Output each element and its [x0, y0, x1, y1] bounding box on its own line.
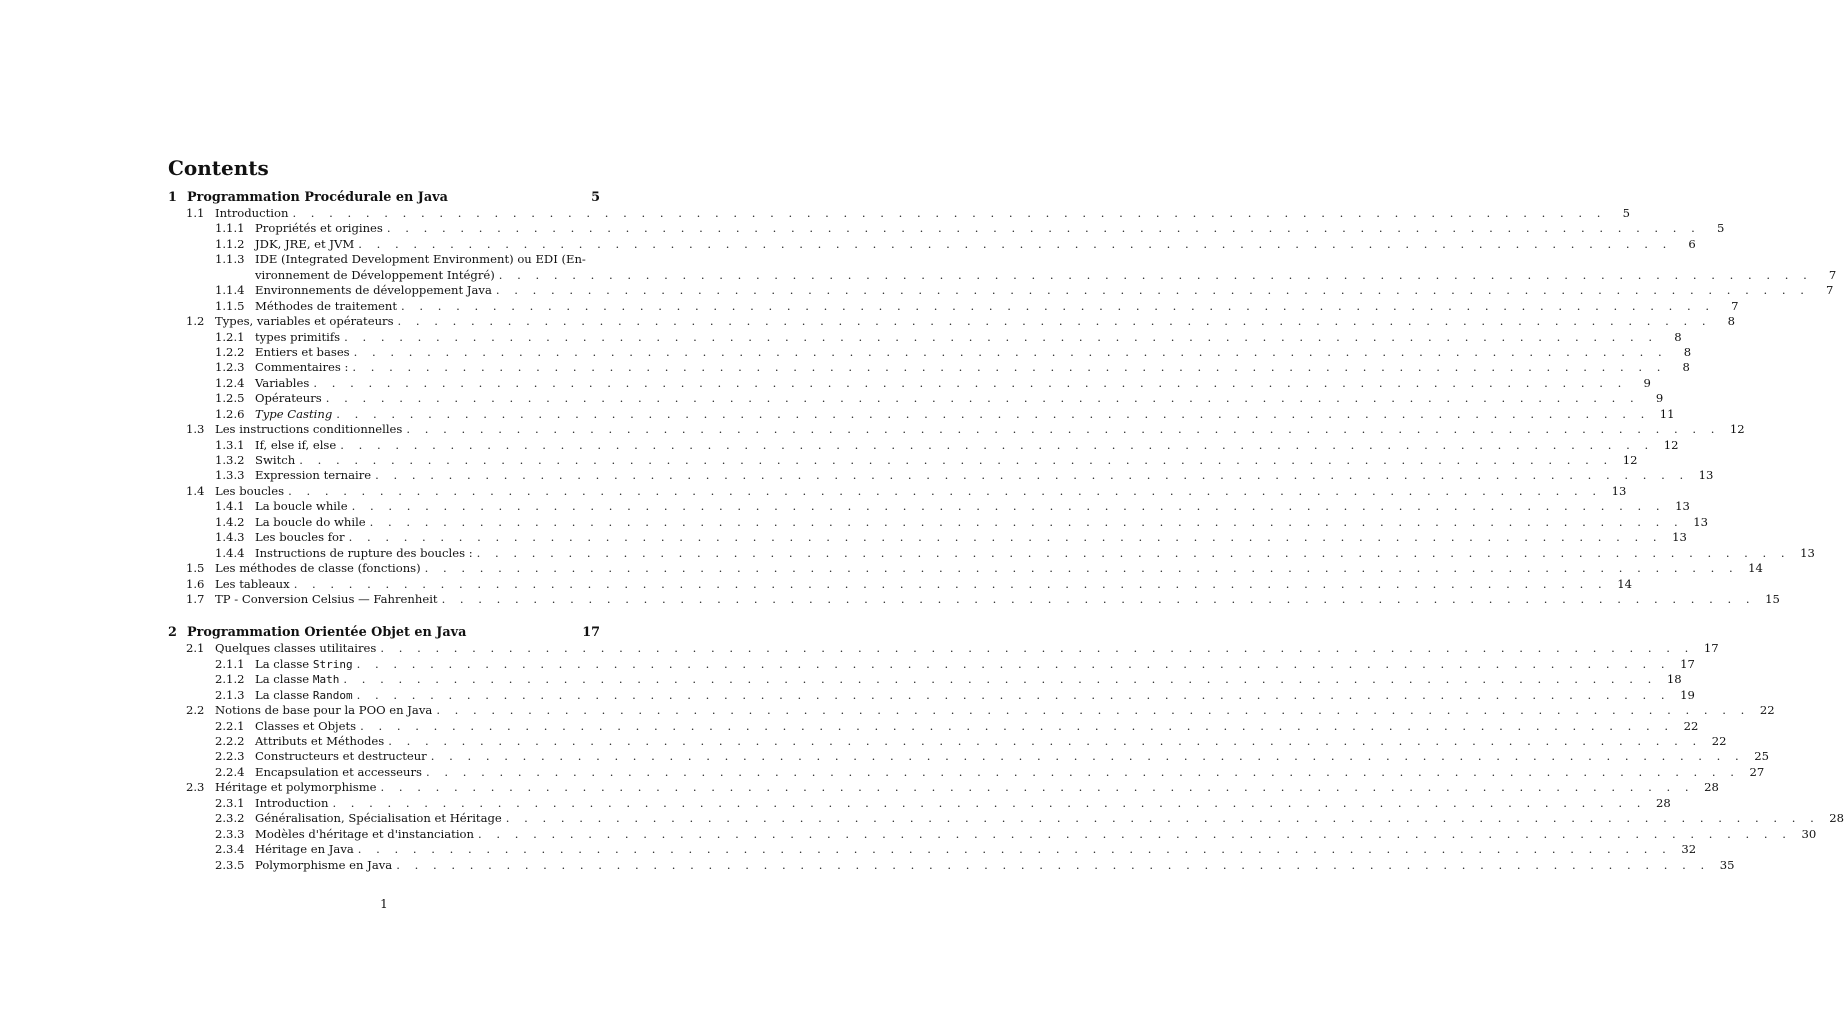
page-number: 28 — [1704, 780, 1719, 795]
toc-subsection[interactable] — [168, 437, 1679, 453]
section-number: 2.1 — [186, 641, 205, 656]
subsection-title: JDK, JRE, et JVM — [255, 236, 355, 251]
section-number: 1.7 — [186, 591, 205, 606]
subsection-title: Instructions de rupture des boucles : — [255, 545, 473, 560]
title-prefix: La classe — [255, 687, 310, 702]
subsection-number: 1.1.2 — [215, 236, 245, 251]
page-number: 13 — [1675, 499, 1690, 514]
subsection-title: Variables — [255, 375, 310, 390]
toc-subsection[interactable] — [168, 734, 1727, 749]
subsection-number: 1.4.2 — [215, 514, 245, 529]
page-number: 6 — [1688, 236, 1696, 251]
subsection-number: 1.3.2 — [215, 453, 245, 467]
subsection-title: Opérateurs — [255, 391, 322, 406]
page-number: 5 — [1716, 221, 1725, 236]
dot-leader — [349, 530, 1663, 545]
subsection-number: 2.2.2 — [215, 734, 245, 748]
subsection-title-line1: IDE (Integrated Development Environment) ou EDI (En- — [255, 252, 586, 267]
toc-subsection[interactable] — [168, 499, 1690, 514]
page-number: 8 — [1674, 329, 1682, 344]
subsection-number: 2.3.4 — [215, 842, 245, 857]
page-number: 15 — [1765, 591, 1780, 606]
toc-subsection[interactable] — [168, 687, 1695, 703]
subsection-number: 1.2.3 — [215, 360, 245, 375]
page-number: 14 — [1617, 576, 1632, 591]
subsection-title: La boucle while — [255, 499, 348, 514]
subsection-number: 1.4.1 — [215, 499, 245, 514]
subsection-number: 1.2.5 — [215, 391, 245, 406]
subsection-number: 2.3.5 — [215, 857, 245, 872]
dot-leader — [352, 499, 1666, 514]
toc-subsection[interactable] — [168, 406, 1675, 422]
subsection-title: Méthodes de traitement — [255, 298, 398, 313]
dot-leader — [431, 749, 1745, 764]
page-number: 25 — [1754, 749, 1770, 764]
toc-subsection[interactable] — [168, 344, 1692, 360]
toc-section[interactable] — [168, 641, 1719, 656]
subsection-title — [255, 688, 353, 703]
dot-leader — [354, 345, 1668, 360]
dot-leader — [406, 422, 1720, 437]
dot-leader — [436, 703, 1750, 718]
subsection-number: 2.3.1 — [215, 795, 245, 810]
section-title: Les instructions conditionnelles — [215, 422, 403, 437]
dot-leader — [506, 811, 1820, 826]
toc-section[interactable] — [168, 206, 1630, 221]
page-number: 27 — [1749, 764, 1765, 779]
subsection-title: Expression ternaire — [255, 468, 372, 483]
dot-leader — [336, 407, 1650, 422]
subsection-title — [255, 672, 339, 687]
toc-subsection[interactable] — [168, 826, 1817, 842]
dot-leader — [496, 283, 1810, 298]
page-number: 9 — [1655, 391, 1664, 406]
dot-leader — [343, 672, 1657, 687]
toc-section[interactable] — [168, 703, 1775, 718]
toc-chapter[interactable] — [168, 624, 600, 641]
page-number: 17 — [1703, 641, 1719, 656]
section-title: Introduction — [215, 206, 289, 220]
subsection-number: 1.2.1 — [215, 329, 245, 344]
toc-section[interactable] — [168, 576, 1632, 592]
dot-leader — [425, 561, 1739, 576]
page-number: 28 — [1655, 795, 1671, 810]
dot-leader — [477, 546, 1791, 561]
subsection-title: types primitifs — [255, 329, 341, 344]
toc-subsection[interactable] — [168, 514, 1708, 530]
section-title: Les méthodes de classe (fonctions) — [215, 561, 421, 576]
subsection-number: 1.1.1 — [215, 221, 245, 236]
dot-leader — [313, 376, 1627, 391]
page-number: 7 — [1826, 283, 1834, 298]
subsection-number: 1.1.3 — [215, 252, 245, 267]
toc-section[interactable] — [168, 591, 1780, 607]
toc-subsection[interactable] — [168, 530, 1687, 545]
page-number: 17 — [582, 625, 600, 641]
subsection-number: 1.1.5 — [215, 298, 245, 313]
toc-subsection[interactable] — [168, 718, 1699, 734]
toc-subsection[interactable] — [168, 468, 1714, 483]
dot-leader — [388, 734, 1702, 749]
page-number: 13 — [1611, 483, 1627, 498]
page-number: 7 — [1731, 298, 1739, 313]
section-title: Héritage et polymorphisme — [215, 780, 377, 795]
toc-subsection[interactable] — [168, 221, 1725, 236]
page-number: 22 — [1711, 734, 1727, 748]
section-number: 1.6 — [186, 576, 205, 591]
subsection-title: La boucle do while — [255, 514, 366, 529]
code-name: String — [312, 657, 353, 671]
title-prefix: La classe — [255, 656, 310, 671]
page-number: 22 — [1683, 718, 1699, 733]
page-number: 13 — [1698, 468, 1714, 483]
toc-subsection[interactable] — [168, 360, 1690, 375]
section-number: 2.3 — [186, 780, 205, 795]
page-number: 5 — [591, 190, 600, 205]
code-name: Math — [312, 673, 340, 687]
subsection-number: 2.2.3 — [215, 749, 245, 764]
toc-section[interactable] — [168, 483, 1627, 499]
dot-leader — [294, 577, 1608, 592]
subsection-number: 1.2.6 — [215, 406, 245, 421]
subsection-title: Encapsulation et accesseurs — [255, 764, 422, 779]
subsection-title: Introduction — [255, 795, 329, 810]
dot-leader — [357, 657, 1671, 672]
toc-subsection-continued[interactable] — [168, 267, 1837, 283]
toc-section[interactable] — [168, 780, 1719, 795]
toc-subsection[interactable] — [168, 656, 1695, 672]
dot-leader — [375, 468, 1689, 483]
section-title: Les tableaux — [215, 576, 290, 591]
dot-leader — [401, 299, 1715, 314]
dot-leader — [357, 688, 1671, 703]
page-number: 12 — [1622, 453, 1638, 467]
footer-page-number: 1 — [380, 897, 388, 911]
subsection-title: If, else if, else — [255, 437, 337, 452]
toc-subsection[interactable] — [168, 749, 1770, 764]
page-number: 32 — [1681, 842, 1697, 857]
subsection-title-line2: vironnement de Développement Intégré) — [255, 267, 495, 282]
subsection-number: 1.2.2 — [215, 344, 245, 359]
dot-leader — [292, 206, 1606, 221]
section-title: Quelques classes utilitaires — [215, 641, 377, 656]
subsection-title: Environnements de développement Java — [255, 283, 492, 298]
dot-leader — [380, 641, 1694, 656]
dot-leader — [340, 438, 1654, 453]
dot-leader — [442, 592, 1756, 607]
subsection-number: 1.1.4 — [215, 283, 245, 298]
subsection-number: 1.3.1 — [215, 437, 245, 452]
dot-leader — [478, 827, 1792, 842]
toc-subsection[interactable] — [168, 298, 1739, 314]
dot-leader — [344, 330, 1658, 345]
page-number: 19 — [1680, 687, 1695, 702]
section-number: 1.2 — [186, 314, 205, 329]
section-number: 1.4 — [186, 483, 205, 498]
toc-subsection[interactable] — [168, 811, 1844, 826]
subsection-title — [255, 657, 353, 672]
dot-leader — [352, 360, 1666, 375]
toc-subsection[interactable] — [168, 857, 1735, 873]
subsection-title: Modèles d'héritage et d'instanciation — [255, 826, 474, 841]
page-number: 13 — [1800, 545, 1815, 560]
toc-section[interactable] — [168, 422, 1745, 437]
subsection-number: 1.3.3 — [215, 468, 245, 483]
subsection-number: 2.2.1 — [215, 718, 245, 733]
subsection-number: 2.1.2 — [215, 672, 245, 687]
dot-leader — [396, 858, 1710, 873]
subsection-number: 2.1.1 — [215, 656, 245, 671]
title-prefix: La classe — [255, 672, 310, 687]
chapter-title: Programmation Procédurale en Java — [187, 190, 448, 205]
page-number: 8 — [1682, 360, 1690, 375]
subsection-title: Type Casting — [255, 406, 333, 421]
page-number: 8 — [1683, 344, 1692, 359]
toc-subsection[interactable] — [168, 453, 1638, 468]
toc-subsection[interactable] — [168, 236, 1696, 252]
subsection-title: Entiers et bases — [255, 344, 350, 359]
dot-leader — [332, 796, 1646, 811]
dot-leader — [426, 765, 1740, 780]
toc-section[interactable] — [168, 561, 1763, 576]
code-name: Random — [312, 688, 353, 702]
section-title: Types, variables et opérateurs — [215, 314, 394, 329]
page-number: 9 — [1643, 375, 1651, 390]
subsection-title: Switch — [255, 453, 296, 467]
page-number: 7 — [1828, 267, 1837, 282]
toc-subsection[interactable] — [168, 795, 1671, 811]
subsection-title: Les boucles for — [255, 530, 345, 545]
dot-leader — [288, 484, 1602, 499]
toc-section[interactable] — [168, 314, 1736, 329]
chapter-number: 2 — [168, 625, 177, 641]
page-number: 17 — [1680, 656, 1695, 671]
toc-subsection[interactable] — [168, 329, 1682, 345]
page-number: 12 — [1729, 422, 1745, 437]
dot-leader — [360, 719, 1674, 734]
table-of-contents — [168, 189, 1844, 873]
dot-leader — [326, 391, 1640, 406]
toc-subsection[interactable] — [168, 375, 1651, 391]
dot-leader — [370, 515, 1684, 530]
toc-subsection[interactable] — [168, 545, 1815, 561]
subsection-title: Héritage en Java — [255, 842, 354, 857]
toc-subsection[interactable] — [168, 252, 600, 267]
dot-leader — [299, 453, 1613, 468]
page-number: 11 — [1659, 406, 1675, 421]
toc-subsection[interactable] — [168, 764, 1765, 780]
section-number: 2.2 — [186, 703, 205, 718]
page-number: 8 — [1727, 314, 1736, 329]
subsection-number: 1.4.4 — [215, 545, 245, 560]
subsection-title: Attributs et Méthodes — [255, 734, 385, 748]
page-number: 18 — [1666, 672, 1682, 687]
section-number: 1.1 — [186, 206, 205, 220]
toc-subsection[interactable] — [168, 672, 1682, 687]
dot-leader — [358, 842, 1672, 857]
subsection-title: Commentaires : — [255, 360, 349, 375]
dot-leader — [381, 780, 1695, 795]
subsection-number: 2.3.2 — [215, 811, 245, 826]
subsection-number: 2.1.3 — [215, 687, 245, 702]
chapter-number: 1 — [168, 190, 177, 205]
chapter-title: Programmation Orientée Objet en Java — [187, 625, 467, 641]
page-number: 28 — [1829, 811, 1844, 826]
subsection-number: 2.2.4 — [215, 764, 245, 779]
dot-leader — [358, 237, 1672, 252]
contents-heading: Contents — [168, 156, 269, 180]
dot-leader — [398, 314, 1712, 329]
subsection-number: 1.4.3 — [215, 530, 245, 545]
page-number: 13 — [1693, 514, 1708, 529]
page-number: 22 — [1759, 703, 1775, 718]
dot-leader — [387, 221, 1701, 236]
subsection-number: 1.2.4 — [215, 375, 245, 390]
page-number: 12 — [1663, 437, 1679, 452]
section-title: Les boucles — [215, 483, 285, 498]
subsection-number: 2.3.3 — [215, 826, 245, 841]
page-number: 13 — [1672, 530, 1687, 545]
subsection-title: Généralisation, Spécialisation et Héritage — [255, 811, 502, 826]
subsection-title: Propriétés et origines — [255, 221, 383, 236]
toc-subsection[interactable] — [168, 842, 1697, 857]
page-number: 14 — [1748, 561, 1763, 576]
toc-subsection[interactable] — [168, 283, 1834, 298]
subsection-title: Constructeurs et destructeur — [255, 749, 427, 764]
toc-chapter[interactable] — [168, 189, 600, 206]
subsection-title: Polymorphisme en Java — [255, 857, 393, 872]
toc-subsection[interactable] — [168, 391, 1664, 406]
section-number: 1.3 — [186, 422, 205, 437]
dot-leader — [499, 268, 1813, 283]
subsection-title: Classes et Objets — [255, 718, 357, 733]
section-number: 1.5 — [186, 561, 205, 576]
page-number: 35 — [1719, 857, 1735, 872]
section-title: TP - Conversion Celsius — Fahrenheit — [215, 591, 438, 606]
page-number: 30 — [1801, 826, 1817, 841]
section-title: Notions de base pour la POO en Java — [215, 703, 433, 718]
page-number: 5 — [1622, 206, 1630, 220]
